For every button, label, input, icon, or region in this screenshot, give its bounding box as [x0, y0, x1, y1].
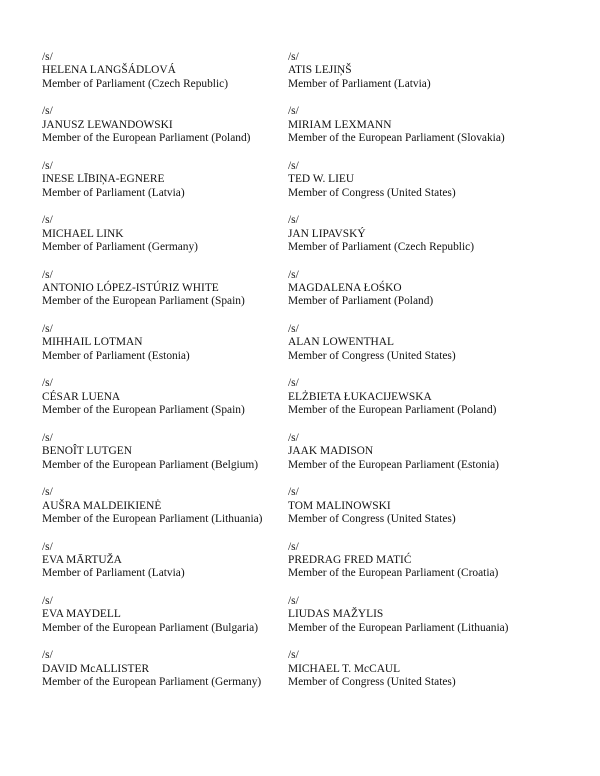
signature-block: [288, 269, 588, 323]
signature-mark: /s/: [42, 649, 53, 662]
signature-block: [288, 214, 588, 268]
signatory-name: ALAN LOWENTHAL: [288, 336, 394, 349]
signature-mark: /s/: [42, 268, 53, 281]
signatory-name: TED W. LIEU: [288, 173, 355, 186]
signatory-title: Member of the European Parliament (Lithuania): [288, 621, 509, 634]
signatory-title: Member of Congress (United States): [288, 186, 456, 199]
signatory-name: ATIS LEJIŅŠ: [288, 64, 352, 77]
signatory-name: ELŻBIETA ŁUKACIJEWSKA: [288, 390, 432, 403]
signatory-name: JAAK MADISON: [288, 445, 374, 458]
signature-mark: /s/: [288, 51, 299, 63]
signature-mark: /s/: [42, 486, 53, 499]
signatory-title: Member of the European Parliament (Lithuania): [42, 512, 263, 525]
signatory-title: Member of Parliament (Germany): [42, 240, 198, 253]
signatory-name: LIUDAS MAŽYLIS: [288, 608, 384, 621]
signatory-name: MICHAEL LINK: [42, 227, 124, 240]
signature-mark: /s/: [42, 431, 53, 444]
signatory-name: HELENA LANGŠÁDLOVÁ: [42, 64, 176, 77]
signature-block: [288, 486, 588, 540]
signatory-title: Member of Parliament (Poland): [288, 295, 434, 308]
signatory-name: BENOÎT LUTGEN: [42, 445, 132, 458]
signature-column-right: [288, 51, 588, 704]
signatory-name: JANUSZ LEWANDOWSKI: [42, 118, 173, 131]
signatory-title: Member of the European Parliament (Germany): [42, 676, 262, 689]
signatory-name: MAGDALENA ŁOŚKO: [288, 281, 402, 294]
signatory-name: EVA MĀRTUŽA: [42, 553, 122, 566]
signature-mark: /s/: [288, 649, 299, 662]
signatory-name: AUŠRA MALDEIKIENĖ: [42, 499, 162, 512]
signatory-name: DAVID McALLISTER: [42, 662, 150, 675]
signatory-name: INESE LĪBIŅA-EGNERE: [42, 173, 165, 186]
signatory-title: Member of Congress (United States): [288, 349, 456, 362]
signature-mark: /s/: [288, 105, 299, 118]
signatory-title: Member of the European Parliament (Slovakia): [288, 132, 505, 145]
signatory-title: Member of the European Parliament (Belgium): [42, 458, 259, 471]
signatory-name: CÉSAR LUENA: [42, 390, 121, 403]
signature-block: [288, 323, 588, 377]
signatory-title: Member of the European Parliament (Poland): [42, 132, 251, 145]
signatory-title: Member of Parliament (Czech Republic): [288, 240, 474, 253]
signatory-name: JAN LIPAVSKÝ: [288, 227, 366, 240]
signatory-name: MIRIAM LEXMANN: [288, 118, 392, 131]
signature-block: [288, 51, 588, 105]
signatory-title: Member of the European Parliament (Croatia): [288, 567, 499, 580]
signatory-title: Member of the European Parliament (Poland): [288, 404, 497, 417]
signatory-name: MICHAEL T. McCAUL: [288, 662, 401, 675]
signatory-name: TOM MALINOWSKI: [288, 499, 391, 512]
signature-mark: /s/: [288, 268, 299, 281]
signatory-name: ANTONIO LÓPEZ-ISTÚRIZ WHITE: [42, 281, 219, 294]
signature-block: [288, 541, 588, 595]
signature-mark: /s/: [288, 431, 299, 444]
signatory-title: Member of Parliament (Latvia): [42, 186, 185, 199]
signature-mark: /s/: [288, 486, 299, 499]
signatory-title: Member of the European Parliament (Spain): [42, 404, 245, 417]
signature-block: [288, 649, 588, 703]
signature-mark: /s/: [288, 377, 299, 390]
signature-mark: /s/: [288, 594, 299, 607]
signature-mark: /s/: [42, 322, 53, 335]
signature-mark: /s/: [288, 322, 299, 335]
signatory-title: Member of Congress (United States): [288, 512, 456, 525]
signatory-title: Member of Parliament (Latvia): [42, 567, 185, 580]
signatory-title: Member of Parliament (Latvia): [288, 77, 431, 90]
signature-mark: /s/: [42, 594, 53, 607]
signatory-title: Member of the European Parliament (Spain): [42, 295, 245, 308]
signature-block: [288, 595, 588, 649]
signature-mark: /s/: [42, 214, 53, 227]
signature-block: [288, 377, 588, 431]
signatory-name: MIHHAIL LOTMAN: [42, 336, 143, 349]
signatory-name: EVA MAYDELL: [42, 608, 121, 621]
signature-mark: /s/: [42, 105, 53, 118]
signature-block: [288, 432, 588, 486]
signatory-name: PREDRAG FRED MATIĆ: [288, 553, 412, 566]
signature-mark: /s/: [42, 159, 53, 172]
signature-mark: /s/: [42, 540, 53, 553]
signature-mark: /s/: [288, 214, 299, 227]
signature-block: [288, 105, 588, 159]
signatory-title: Member of Congress (United States): [288, 676, 456, 689]
signature-mark: /s/: [42, 377, 53, 390]
signatory-title: Member of Parliament (Czech Republic): [42, 77, 228, 90]
signatory-title: Member of the European Parliament (Bulgaria): [42, 621, 259, 634]
signature-mark: /s/: [42, 51, 53, 63]
signature-mark: /s/: [288, 159, 299, 172]
signatory-title: Member of Parliament (Estonia): [42, 349, 190, 362]
signatory-title: Member of the European Parliament (Estonia): [288, 458, 499, 471]
signature-mark: /s/: [288, 540, 299, 553]
signature-block: [288, 160, 588, 214]
